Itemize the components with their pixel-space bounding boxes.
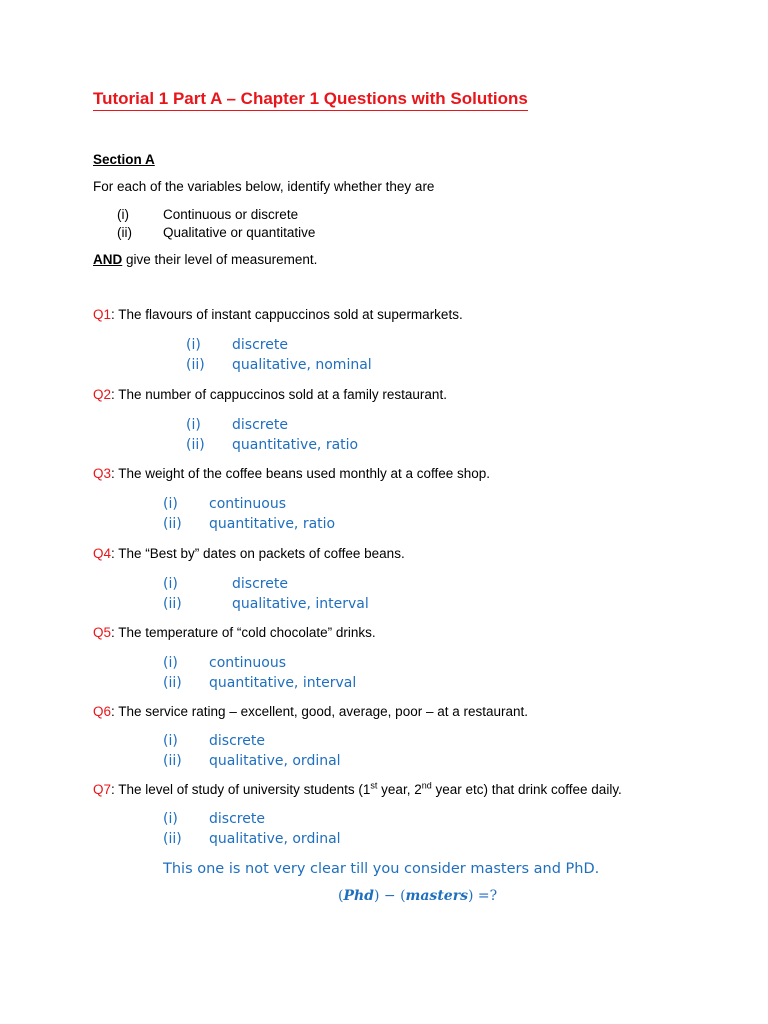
question-label: Q4: [93, 546, 112, 561]
answer-number: (ii): [163, 831, 182, 847]
formula-paren: (: [338, 888, 344, 904]
formula-paren: (: [400, 888, 406, 904]
answer-line: [163, 731, 265, 751]
page-title: Tutorial 1 Part A – Chapter 1 Questions with Solutions: [93, 89, 528, 111]
question-q1: [93, 306, 463, 324]
answer-line: [186, 435, 358, 455]
criterion-text: Qualitative or quantitative: [163, 225, 316, 240]
question-q2: [93, 386, 447, 404]
question-text: year, 2: [377, 782, 422, 797]
answer-text: quantitative, interval: [209, 675, 357, 691]
answer-text: quantitative, ratio: [232, 437, 359, 453]
answer-text: discrete: [232, 576, 288, 592]
question-text: : The level of study of university students (1: [111, 782, 371, 797]
instruction-text: [93, 251, 317, 269]
answer-note: This one is not very clear till you consider masters and PhD.: [163, 861, 600, 877]
answer-text: continuous: [209, 496, 286, 512]
answer-line: [163, 809, 265, 829]
answer-text: continuous: [209, 655, 286, 671]
answer-number: (i): [163, 733, 178, 749]
question-q6: [93, 703, 528, 721]
question-q7: [93, 781, 622, 799]
answer-line: [186, 415, 288, 435]
answer-number: (i): [163, 576, 178, 592]
question-text: : The weight of the coffee beans used monthly at a coffee shop.: [111, 466, 491, 481]
question-q5: [93, 624, 376, 642]
answer-text: quantitative, ratio: [209, 516, 336, 532]
answer-number: (ii): [163, 516, 182, 532]
answer-line: [186, 335, 288, 355]
question-text: : The service rating – excellent, good, average, poor – at a restaurant.: [111, 704, 529, 719]
instruction-rest: give their level of measurement.: [122, 252, 318, 267]
answer-text: qualitative, nominal: [232, 357, 372, 373]
question-label: Q1: [93, 307, 112, 322]
question-text: : The “Best by” dates on packets of coffee beans.: [111, 546, 405, 561]
question-label: Q5: [93, 625, 112, 640]
answer-line: [186, 355, 372, 375]
question-label: Q7: [93, 782, 112, 797]
answer-number: (i): [186, 417, 201, 433]
answer-number: (i): [163, 496, 178, 512]
criterion-text: Continuous or discrete: [163, 207, 299, 222]
instruction-emphasis: AND: [93, 252, 123, 267]
answer-line: [163, 594, 369, 614]
answer-line: [163, 673, 356, 693]
formula-term: Phd: [343, 888, 374, 904]
question-text: : The temperature of “cold chocolate” drinks.: [111, 625, 376, 640]
question-q4: [93, 545, 405, 563]
formula-operator: −: [379, 888, 401, 904]
question-label: Q3: [93, 466, 112, 481]
answer-number: (ii): [186, 357, 205, 373]
formula: [338, 888, 497, 904]
answer-line: [163, 829, 341, 849]
formula-paren: ): [373, 888, 380, 904]
question-text: : The flavours of instant cappuccinos sold at supermarkets.: [111, 307, 463, 322]
section-heading: Section A: [93, 152, 155, 167]
ordinal-suffix: nd: [421, 780, 432, 791]
answer-number: (i): [163, 811, 178, 827]
answer-text: discrete: [232, 337, 288, 353]
answer-text: discrete: [209, 733, 265, 749]
criterion-number: (i): [117, 207, 129, 222]
formula-operator: =?: [473, 888, 498, 904]
answer-line: [163, 751, 341, 771]
answer-number: (i): [163, 655, 178, 671]
answer-line: [163, 574, 288, 594]
criterion-item: [117, 206, 298, 224]
answer-text: discrete: [209, 811, 265, 827]
answer-line: [163, 494, 286, 514]
answer-text: qualitative, ordinal: [209, 831, 341, 847]
answer-number: (ii): [186, 437, 205, 453]
formula-paren: ): [467, 888, 474, 904]
formula-term: masters: [405, 888, 468, 904]
answer-text: qualitative, interval: [232, 596, 369, 612]
criterion-number: (ii): [117, 225, 132, 240]
answer-text: discrete: [232, 417, 288, 433]
intro-text: For each of the variables below, identify whether they are: [93, 179, 435, 194]
question-text: year etc) that drink coffee daily.: [431, 782, 622, 797]
answer-number: (ii): [163, 753, 182, 769]
answer-number: (i): [186, 337, 201, 353]
answer-number: (ii): [163, 596, 182, 612]
question-text: : The number of cappuccinos sold at a family restaurant.: [111, 387, 447, 402]
answer-number: (ii): [163, 675, 182, 691]
question-label: Q2: [93, 387, 112, 402]
answer-line: [163, 653, 286, 673]
question-q3: [93, 465, 490, 483]
answer-line: [163, 514, 335, 534]
question-label: Q6: [93, 704, 112, 719]
ordinal-suffix: st: [370, 780, 378, 791]
criterion-item: [117, 224, 315, 242]
answer-text: qualitative, ordinal: [209, 753, 341, 769]
